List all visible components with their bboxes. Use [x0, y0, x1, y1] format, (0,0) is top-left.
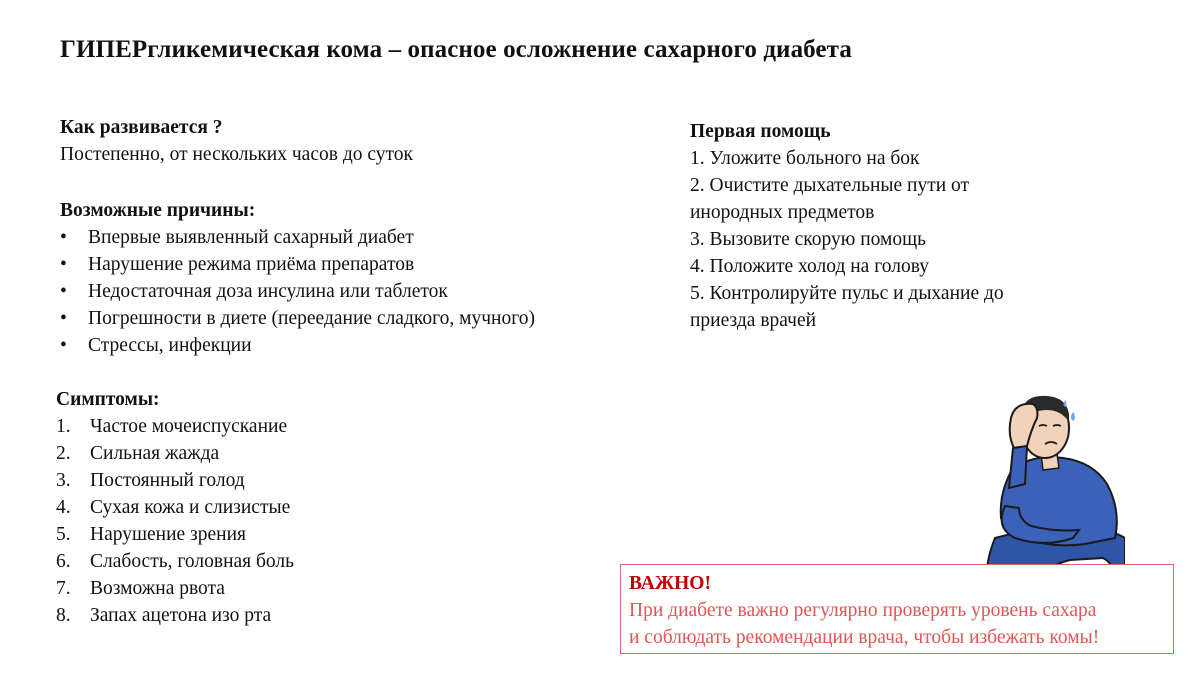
list-item: 5. Контролируйте пульс и дыхание до	[690, 283, 1004, 304]
list-number: 3.	[56, 470, 71, 491]
important-line-1: При диабете важно регулярно проверять уровень сахара	[629, 600, 1097, 621]
list-item: приезда врачей	[690, 310, 817, 331]
list-item: 3. Вызовите скорую помощь	[690, 229, 927, 250]
bullet-marker: •	[60, 227, 67, 248]
symptom-text: Сильная жажда	[90, 443, 220, 464]
forearm-shape	[1009, 446, 1027, 488]
list-item	[60, 224, 535, 251]
symptom-text: Возможна рвота	[90, 578, 225, 599]
list-number: 7.	[56, 578, 71, 599]
development-text: Постепенно, от нескольких часов до суток	[60, 144, 413, 165]
important-heading: ВАЖНО!	[629, 573, 711, 594]
list-item	[56, 467, 294, 494]
symptom-text: Запах ацетона изо рта	[90, 605, 272, 626]
symptom-text: Постоянный голод	[90, 470, 245, 491]
list-item: 2. Очистите дыхательные пути от	[690, 175, 970, 196]
bullet-marker: •	[60, 281, 67, 302]
important-notice	[620, 564, 1174, 654]
symptoms-section	[56, 386, 294, 629]
symptom-text: Нарушение зрения	[90, 524, 246, 545]
bullet-marker: •	[60, 308, 67, 329]
cause-text: Впервые выявленный сахарный диабет	[88, 227, 414, 248]
symptoms-heading: Симптомы:	[56, 389, 160, 410]
cause-text: Нарушение режима приёма препаратов	[88, 254, 415, 275]
list-item: инородных предметов	[690, 202, 875, 223]
list-number: 2.	[56, 443, 71, 464]
causes-heading: Возможные причины:	[60, 200, 256, 221]
development-section	[60, 114, 413, 168]
symptom-text: Сухая кожа и слизистые	[90, 497, 291, 518]
page-title: ГИПЕРгликемическая кома – опасное осложнение сахарного диабета	[60, 36, 852, 63]
symptom-text: Частое мочеиспускание	[90, 416, 288, 437]
list-item	[56, 413, 294, 440]
list-item	[60, 332, 535, 359]
list-item	[56, 521, 294, 548]
list-item	[56, 440, 294, 467]
bullet-marker: •	[60, 335, 67, 356]
first-aid-heading: Первая помощь	[690, 121, 831, 142]
bullet-marker: •	[60, 254, 67, 275]
causes-section	[60, 197, 535, 359]
sweat-drop-shape	[1071, 412, 1075, 421]
list-item	[60, 278, 535, 305]
list-item	[56, 548, 294, 575]
list-number: 1.	[56, 416, 71, 437]
first-aid-section	[690, 118, 1090, 334]
important-line-2: и соблюдать рекомендации врача, чтобы избежать комы!	[629, 627, 1100, 648]
list-item	[60, 251, 535, 278]
list-item: 4. Положите холод на голову	[690, 256, 929, 277]
list-number: 6.	[56, 551, 71, 572]
first-aid-list	[690, 145, 1090, 334]
list-item: 1. Уложите больного на бок	[690, 148, 920, 169]
list-item	[56, 494, 294, 521]
symptoms-list	[56, 413, 294, 629]
cause-text: Стрессы, инфекции	[88, 335, 252, 356]
list-number: 4.	[56, 497, 71, 518]
cause-text: Погрешности в диете (переедание сладкого, мучного)	[88, 308, 535, 329]
cause-text: Недостаточная доза инсулина или таблеток	[88, 281, 448, 302]
list-item	[56, 602, 294, 629]
causes-list	[60, 224, 535, 359]
symptom-text: Слабость, головная боль	[90, 551, 295, 572]
sick-man-illustration	[975, 388, 1125, 586]
development-heading: Как развивается ?	[60, 117, 223, 138]
list-number: 8.	[56, 605, 71, 626]
list-item	[60, 305, 535, 332]
list-number: 5.	[56, 524, 71, 545]
list-item	[56, 575, 294, 602]
